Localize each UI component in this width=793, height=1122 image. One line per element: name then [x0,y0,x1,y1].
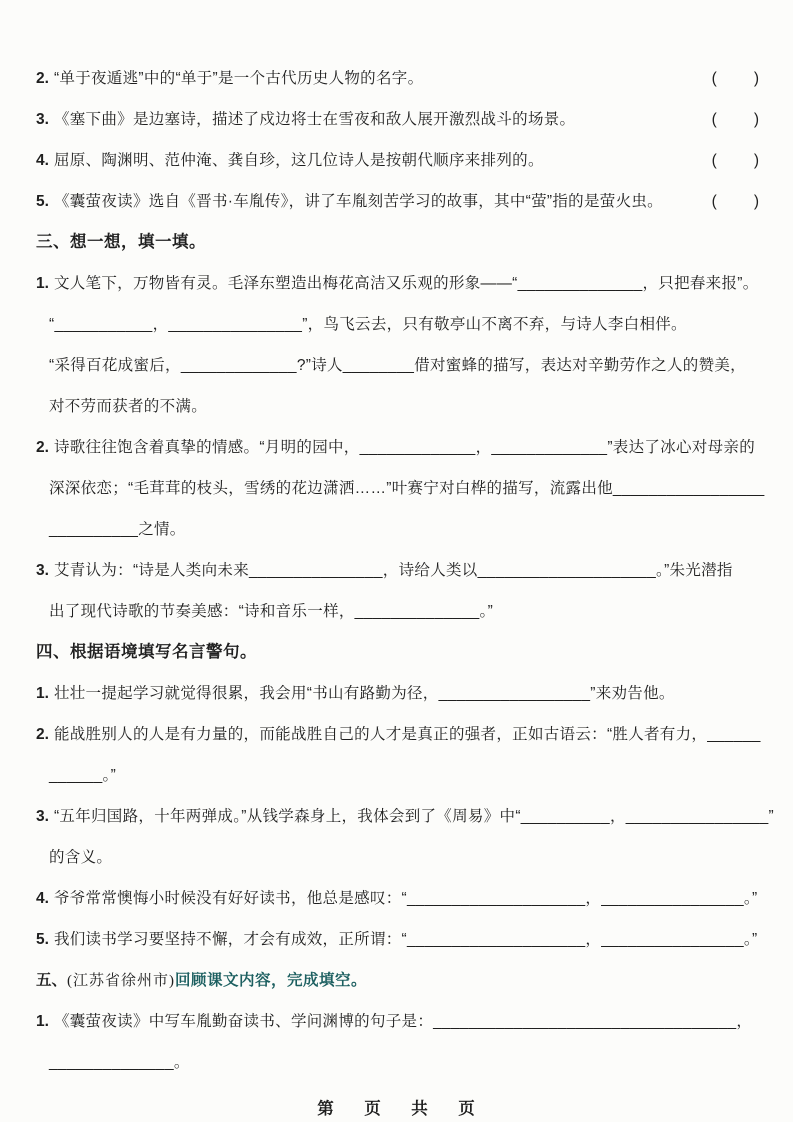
answer-brackets: ( ) [711,111,761,128]
fill-blank-line [36,890,763,907]
item-number: 3. [36,808,49,825]
item-text: 诗歌往往饱含着真挚的情感。“月明的园中，_____________，_____________”表达了冰心对母亲的 [53,439,755,456]
answer-brackets: ( ) [711,193,761,210]
item-text: 《囊萤夜读》中写车胤勤奋读书、学问渊博的句子是：__________________________________， [53,1013,753,1030]
fill-blank-line [36,726,763,743]
true-false-item [36,152,763,169]
fill-blank-line [36,685,763,702]
item-text: __________之情。 [49,521,186,538]
true-false-item [36,70,763,87]
section-number: 五、 [36,972,68,989]
item-number: 1. [36,1013,49,1030]
item-number: 4. [36,890,49,907]
fill-blank-line [36,480,763,497]
section5-heading [36,972,763,989]
item-text: 的含义。 [49,849,113,866]
fill-blank-line [36,808,774,825]
true-false-item [36,193,763,210]
fill-blank-line [36,562,763,579]
fill-blank-line [36,1054,763,1071]
question-source: (江苏省徐州市) [67,973,176,989]
item-text: 《囊萤夜读》选自《晋书·车胤传》，讲了车胤刻苦学习的故事，其中“萤”指的是萤火虫。 [53,193,663,210]
true-false-item [36,111,763,128]
fill-blank-line [36,931,763,948]
item-text: 能战胜别人的人是有力量的，而能战胜自己的人才是真正的强者，正如古语云：“胜人者有力，______ [53,726,761,743]
item-text: 《塞下曲》是边塞诗，描述了戍边将士在雪夜和敌人展开激烈战斗的场景。 [53,111,576,128]
item-number: 3. [36,111,49,128]
item-text: “五年归国路，十年两弹成。”从钱学森身上，我体会到了《周易》中“__________，________________” [53,808,774,825]
item-number: 5. [36,931,49,948]
item-text: 爷爷常常懊悔小时候没有好好读书，他总是感叹：“____________________，________________。” [53,890,758,907]
item-text: 深深依恋；“毛茸茸的枝头，雪绣的花边潇洒……”叶赛宁对白桦的描写，流露出他_________________ [49,480,765,497]
item-text: 对不劳而获者的不满。 [49,398,208,415]
item-number: 1. [36,275,49,292]
item-text: 艾青认为：“诗是人类向未来_______________，诗给人类以____________________。”朱光潜指 [53,562,733,579]
item-number: 2. [36,439,49,456]
item-text: “单于夜遁逃”中的“单于”是一个古代历史人物的名字。 [53,70,424,87]
item-text: ______________。 [49,1054,190,1071]
section-title: 回顾课文内容，完成填空。 [175,972,368,989]
fill-blank-line [36,275,763,292]
item-text: 屈原、陶渊明、范仲淹、龚自珍，这几位诗人是按朝代顺序来排列的。 [53,152,544,169]
fill-blank-line [36,767,763,784]
page-footer: 第 页 共 页 [317,1100,482,1118]
item-text: 我们读书学习要坚持不懈，才会有成效，正所谓：“____________________，________________。” [53,931,758,948]
section3-heading: 三、想一想，填一填。 [36,233,206,251]
item-number: 5. [36,193,49,210]
answer-brackets: ( ) [711,70,761,87]
fill-blank-line [36,603,763,620]
fill-blank-line [36,357,763,374]
fill-blank-line [36,1013,763,1030]
item-text: “___________，_______________”，鸟飞云去，只有敬亭山不离不弃，与诗人李白相伴。 [49,316,687,333]
item-text: 出了现代诗歌的节奏美感：“诗和音乐一样，______________。” [49,603,494,620]
fill-blank-line [36,849,763,866]
fill-blank-line [36,316,763,333]
item-number: 3. [36,562,49,579]
item-text: “采得百花成蜜后，_____________?”诗人________借对蜜蜂的描写，表达对辛勤劳作之人的赞美， [49,357,746,374]
fill-blank-line [36,521,763,538]
item-text: ______。” [49,767,117,784]
fill-blank-line [36,398,763,415]
item-number: 4. [36,152,49,169]
item-text: 文人笔下，万物皆有灵。毛泽东塑造出梅花高洁又乐观的形象——“______________，只把春来报”。 [53,275,759,292]
answer-brackets: ( ) [711,152,761,169]
section4-heading: 四、根据语境填写名言警句。 [36,643,257,661]
item-number: 1. [36,685,49,702]
item-number: 2. [36,70,49,87]
item-number: 2. [36,726,49,743]
fill-blank-line [36,439,763,456]
item-text: 壮壮一提起学习就觉得很累，我会用“书山有路勤为径，_________________”来劝告他。 [53,685,675,702]
